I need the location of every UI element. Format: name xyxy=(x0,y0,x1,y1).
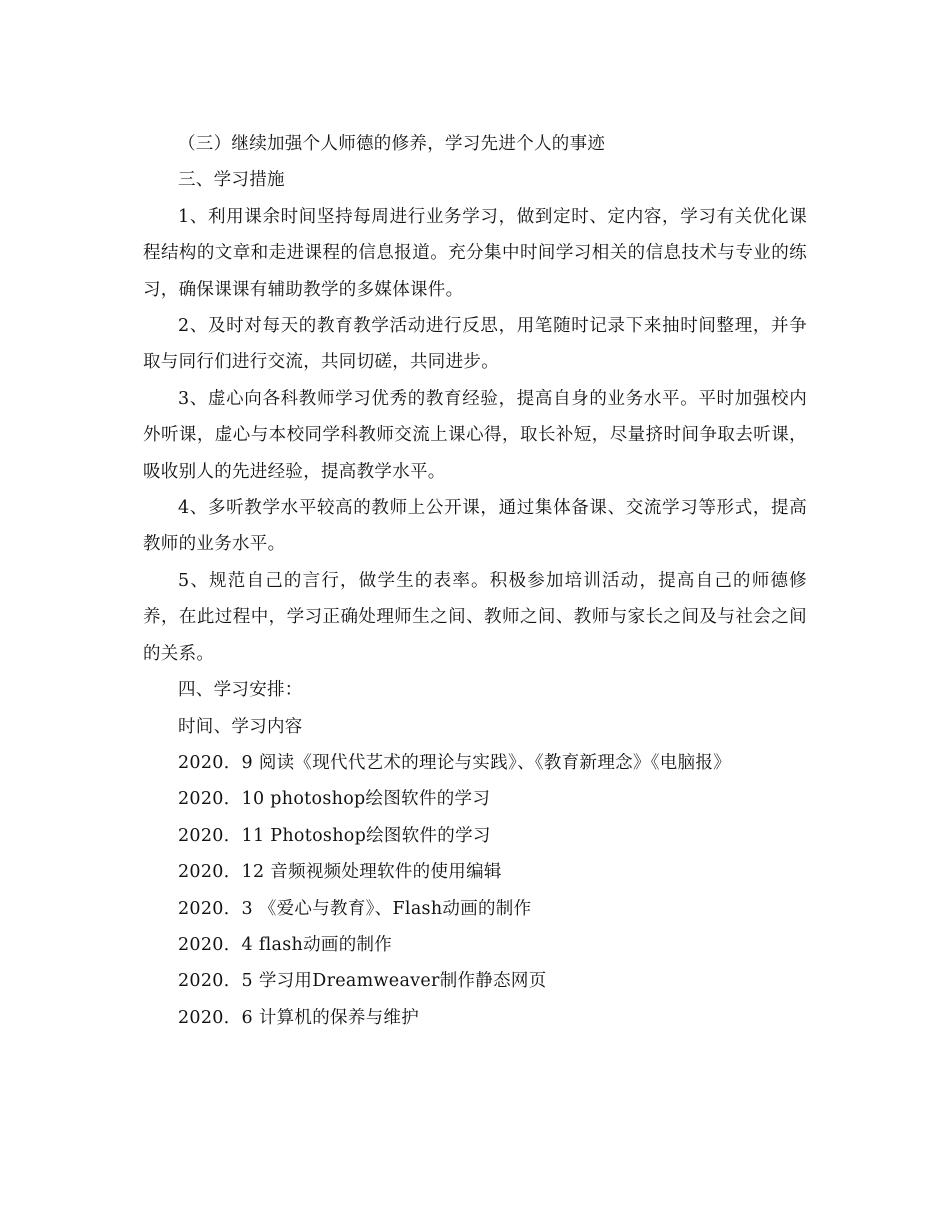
paragraph-measure-2: 2、及时对每天的教育教学活动进行反思，用笔随时记录下来抽时间整理，并争取与同行们进行交流，共同切磋，共同进步。 xyxy=(143,316,807,373)
schedule-item: 2020．12 音频视频处理软件的使用编辑 xyxy=(178,862,502,883)
schedule-header: 时间、学习内容 xyxy=(178,716,303,737)
paragraph-measure-5: 5、规范自己的言行，做学生的表率。积极参加培训活动，提高自己的师德修养，在此过程中，学习正确处理师生之间、教师之间、教师与家长之间及与社会之间的关系。 xyxy=(143,570,807,664)
heading-study-measures: 三、学习措施 xyxy=(178,170,285,191)
document-body xyxy=(143,126,807,1036)
schedule-item: 2020．11 Photoshop绘图软件的学习 xyxy=(178,825,491,846)
schedule-item: 2020．4 flash动画的制作 xyxy=(178,934,393,955)
schedule-item: 2020．3 《爱心与教育》、Flash动画的制作 xyxy=(178,898,532,919)
schedule-item: 2020．9 阅读《现代代艺术的理论与实践》、《教育新理念》《电脑报》 xyxy=(178,752,731,773)
paragraph-measure-4: 4、多听教学水平较高的教师上公开课，通过集体备课、交流学习等形式，提高教师的业务水平。 xyxy=(143,498,807,555)
schedule-item: 2020．10 photoshop绘图软件的学习 xyxy=(178,789,491,810)
paragraph-measure-1: 1、利用课余时间坚持每周进行业务学习，做到定时、定内容，学习有关优化课程结构的文章和走进课程的信息报道。充分集中时间学习相关的信息技术与专业的练习，确保课课有辅助教学的多媒体课件。 xyxy=(143,206,807,300)
heading-study-schedule: 四、学习安排： xyxy=(178,680,303,701)
schedule-item: 2020．6 计算机的保养与维护 xyxy=(178,1007,420,1028)
schedule-item: 2020．5 学习用Dreamweaver制作静态网页 xyxy=(178,971,547,992)
paragraph-strengthen-ethics: （三）继续加强个人师德的修养，学习先进个人的事迹 xyxy=(178,134,606,154)
paragraph-measure-3: 3、虚心向各科教师学习优秀的教育经验，提高自身的业务水平。平时加强校内外听课，虚心与本校同学科教师交流上课心得，取长补短，尽量挤时间争取去听课，吸收别人的先进经验，提高教学水平。 xyxy=(143,388,807,482)
